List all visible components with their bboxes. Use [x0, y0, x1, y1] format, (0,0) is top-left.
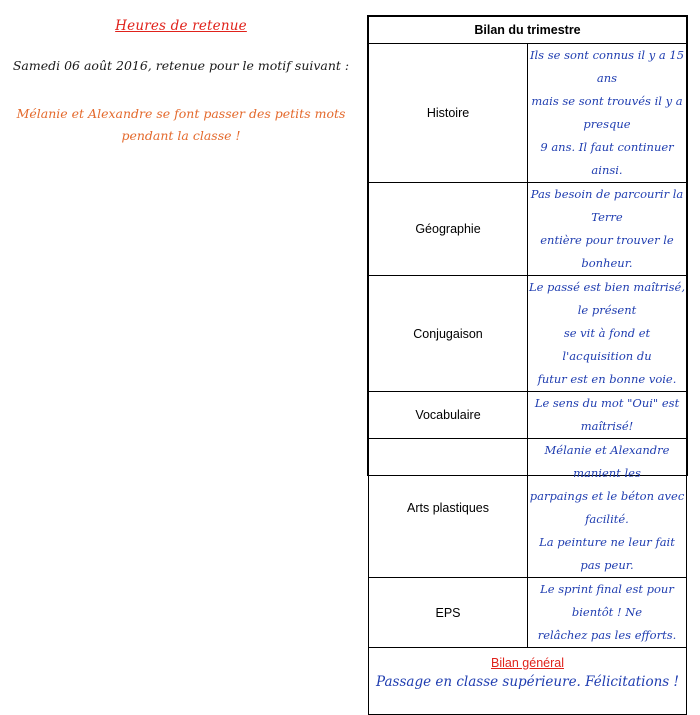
reason-line: pendant la classe ! — [121, 128, 241, 143]
subject-cell: Vocabulaire — [369, 392, 528, 439]
comment-cell — [528, 578, 687, 648]
subject-cell: Géographie — [369, 183, 528, 276]
comment-line: se vit à fond et l'acquisition du — [562, 326, 652, 363]
comment-cell — [528, 392, 687, 439]
comment-line: La peinture ne leur fait pas peur. — [539, 535, 675, 572]
subject-cell: Arts plastiques — [369, 439, 528, 578]
report-card-table-frame — [367, 15, 688, 690]
table-row — [369, 183, 687, 276]
comment-line: Pas besoin de parcourir la Terre — [530, 187, 684, 224]
comment-cell — [528, 44, 687, 183]
reason-line: Mélanie et Alexandre se font passer des petits mots — [16, 106, 346, 121]
table-row — [369, 439, 687, 578]
comment-line: relâchez pas les efforts. — [537, 628, 677, 642]
comment-line: Le sprint final est pour bientôt ! Ne — [540, 582, 674, 619]
general-summary-text: Passage en classe supérieure. Félicitations ! — [376, 674, 679, 690]
table-row — [369, 648, 687, 715]
detention-notice — [0, 0, 362, 493]
comment-line: Mélanie et Alexandre manient les — [544, 443, 670, 480]
general-summary-cell — [369, 648, 687, 715]
subject-cell: EPS — [369, 578, 528, 648]
comment-cell — [528, 183, 687, 276]
comment-cell — [528, 439, 687, 578]
comment-line: entière pour trouver le bonheur. — [540, 233, 674, 270]
comment-line: parpaings et le béton avec facilité. — [529, 489, 685, 526]
table-row — [369, 44, 687, 183]
comment-line: Le sens du mot "Oui" est maîtrisé! — [534, 396, 680, 433]
subject-cell: Conjugaison — [369, 276, 528, 392]
comment-line: 9 ans. Il faut continuer ainsi. — [540, 140, 674, 177]
detention-heading: Heures de retenue — [115, 18, 247, 34]
comment-cell — [528, 276, 687, 392]
table-title: Bilan du trimestre — [369, 17, 687, 44]
subject-cell: Histoire — [369, 44, 528, 183]
detention-date-line: Samedi 06 août 2016, retenue pour le motif suivant : — [12, 58, 350, 73]
comment-line: futur est en bonne voie. — [537, 372, 677, 386]
general-summary-title: Bilan général — [491, 656, 564, 670]
table-row — [369, 276, 687, 392]
table-row — [369, 392, 687, 439]
comment-line: mais se sont trouvés il y a presque — [531, 94, 683, 131]
comment-line: Ils se sont connus il y a 15 ans — [529, 48, 685, 85]
detention-reason — [16, 103, 346, 147]
table-row — [369, 578, 687, 648]
report-card-table — [368, 16, 687, 715]
comment-line: Le passé est bien maîtrisé, le présent — [528, 280, 686, 317]
